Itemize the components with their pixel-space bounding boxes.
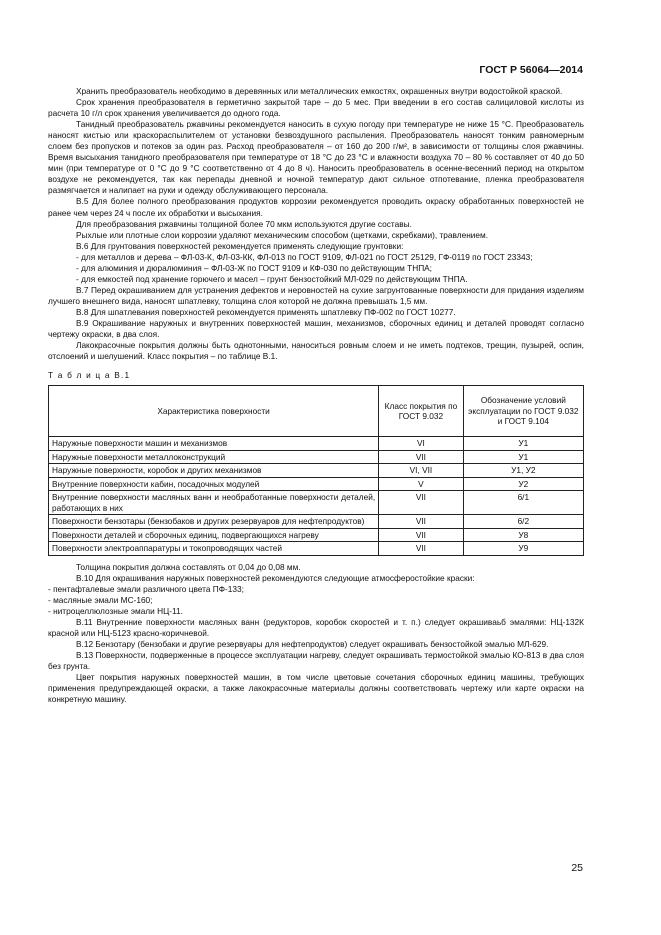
cell-surface: Поверхности деталей и сборочных единиц, подвергающихся нагреву bbox=[49, 528, 379, 542]
paragraph: - пентафталевые эмали различного цвета ПФ-133; bbox=[48, 583, 244, 594]
paragraph: В.6 Для грунтования поверхностей рекомендуется применять следующие грунтовки: bbox=[76, 240, 404, 251]
paragraph: Цвет покрытия наружных поверхностей машин, в том числе цветовые сочетания сборочных единиц машины, требующих применения предупреждающей окраски, а также лакокрасочные материалы должны соответствовать чертежу или карте окраски на конкретную машину. bbox=[48, 672, 584, 705]
header-class: Класс покрытия по ГОСТ 9.032 bbox=[379, 386, 464, 437]
paragraph: Рыхлые или плотные слои коррозии удаляют механическим способом (щетками, скребками), травлением. bbox=[76, 229, 489, 240]
paragraph: Для преобразования ржавчины толщиной более 70 мкм используются другие составы. bbox=[76, 218, 412, 229]
paragraph: - для емкостей под хранение горючего и масел – грунт бензостойкий МЛ-029 по действующим ТНПА. bbox=[76, 273, 468, 284]
paragraph: - для металлов и дерева – ФЛ-03-К, ФЛ-03-КК, ФЛ-013 по ГОСТ 9109, ФЛ-021 по ГОСТ 25129, ГФ-0119 по ГОСТ 23343; bbox=[76, 251, 533, 262]
cell-class: VII bbox=[379, 450, 464, 464]
primer-list bbox=[48, 252, 584, 285]
cell-surface: Наружные поверхности металлоконструкций bbox=[49, 450, 379, 464]
table-header-row bbox=[49, 386, 584, 437]
table-row bbox=[49, 515, 584, 529]
paragraph: В.9 Окрашивание наружных и внутренних поверхностей машин, механизмов, сборочных единиц и деталей проводят согласно чертежу окраски, в два слоя. bbox=[48, 317, 584, 340]
header-surface: Характеристика поверхности bbox=[49, 386, 379, 437]
after-table-paragraphs bbox=[48, 562, 584, 584]
cell-surface: Внутренние поверхности масляных ванн и необработанные поверхности деталей, работающих в них bbox=[49, 491, 379, 515]
paragraph: В.11 Внутренние поверхности масляных ванн (редукторов, коробок скоростей и т. п.) следует окрашиваьб эмалями: НЦ-132К красной или НЦ-5123 красно-коричневой. bbox=[48, 616, 584, 638]
table-row bbox=[49, 477, 584, 491]
cell-surface: Поверхности электроаппаратуры и токопроводящих частей bbox=[49, 542, 379, 556]
intro-paragraphs bbox=[48, 86, 584, 252]
header-conditions: Обозначение условий эксплуатации по ГОСТ 9.032 и ГОСТ 9.104 bbox=[463, 386, 583, 437]
cell-conditions: У8 bbox=[463, 528, 583, 542]
final-paragraphs bbox=[48, 617, 584, 705]
paragraph: - нитроцеллюлозные эмали НЦ-11. bbox=[48, 605, 183, 616]
cell-surface: Наружные поверхности машин и механизмов bbox=[49, 437, 379, 451]
cell-class: VII bbox=[379, 515, 464, 529]
paragraph: - для алюминия и дюралюминия – ФЛ-03-Ж по ГОСТ 9109 и КФ-030 по действующим ТНПА; bbox=[76, 262, 432, 273]
cell-conditions: У9 bbox=[463, 542, 583, 556]
paragraph: Лакокрасочные покрытия должны быть однотонными, наноситься ровным слоем и не иметь подтеков, трещин, пузырей, оспин, отслоений и шелушений. Класс покрытия – по таблице В.1. bbox=[48, 340, 584, 362]
document-header: ГОСТ Р 56064—2014 bbox=[479, 64, 583, 76]
cell-conditions: 6/2 bbox=[463, 515, 583, 529]
table-row bbox=[49, 464, 584, 478]
cell-class: VI bbox=[379, 437, 464, 451]
cell-conditions: 6/1 bbox=[463, 491, 583, 515]
cell-class: VII bbox=[379, 528, 464, 542]
paragraph: В.10 Для окрашивания наружных поверхностей рекомендуются следующие атмосферостойкие краски: bbox=[76, 572, 475, 583]
middle-paragraphs bbox=[48, 285, 584, 362]
cell-conditions: У2 bbox=[463, 477, 583, 491]
table-row bbox=[49, 542, 584, 556]
paragraph: Танидный преобразователь ржавчины рекомендуется наносить в сухую погоду при температуре не ниже 15 °С. Преобразователь наносят кистью или краскораспылителем от установки безвоздушного распыления. Преобразователь наносят тонким равномерным слоем без пропусков и потеков за один раз. Расход преобразователя – от 160 до 200 г/м², в зависимости от толщины слоя ржавчины. Время высыхания танидного преобразователя при температуре от 18 °С до 23 °С и влажности воздуха 70 – 80 % составляет от 40 до 50 мин (при температуре от 0 °С до 9 °С соответственно от 4 до 8 ч). Наносить преобразователь в осенне-весенний период на открытом воздухе не рекомендуется, так как перепады дневной и ночной температур дают сильное отпотевание, пленка преобразователя размягчается и налипает на руки и одежду обслуживающего персонала. bbox=[48, 119, 584, 196]
paragraph: Толщина покрытия должна составлять от 0,04 до 0,08 мм. bbox=[76, 561, 301, 572]
cell-conditions: У1 bbox=[463, 450, 583, 464]
page-content bbox=[48, 86, 584, 705]
cell-surface: Внутренние поверхности кабин, посадочных модулей bbox=[49, 477, 379, 491]
paragraph: - масляные эмали МС-160; bbox=[48, 594, 153, 605]
table-row bbox=[49, 491, 584, 515]
cell-class: VI, VII bbox=[379, 464, 464, 478]
paragraph: В.7 Перед окрашиванием для устранения дефектов и неровностей на сухие загрунтованные поверхности для придания изделиям лучшего внешнего вида, наносят шпатлевку, толщина слоя которой не должна превышать 1,5 мм. bbox=[48, 284, 584, 306]
cell-conditions: У1, У2 bbox=[463, 464, 583, 478]
paragraph: Срок хранения преобразователя в герметично закрытой таре – до 5 мес. При введении в его состав салициловой кислоты из расчета 10 г/л срок хранения увеличивается до одного года. bbox=[48, 97, 584, 119]
cell-class: VII bbox=[379, 491, 464, 515]
paragraph: В.13 Поверхности, подверженные в процессе эксплуатации нагреву, следует окрашивать термостойкой эмалью КО-813 в два слоя без грунта. bbox=[48, 650, 584, 672]
paragraph: В.8 Для шпатлевания поверхностей рекомендуется применять шпатлевку ПФ-002 по ГОСТ 10277. bbox=[76, 306, 456, 317]
table-caption: Т а б л и ц а В.1 bbox=[48, 370, 131, 381]
table-row bbox=[49, 450, 584, 464]
paragraph: В.5 Для более полного преобразования продуктов коррозии рекомендуется проводить окраску обработанных поверхностей не ранее чем через 24 ч после их обработки и высыхания. bbox=[48, 196, 584, 218]
paragraph: В.12 Бензотару (бензобаки и другие резервуары для нефтепродуктов) следует окрашивать бензостойкой эмалью МЛ-629. bbox=[76, 639, 549, 650]
paragraph: Хранить преобразователь необходимо в деревянных или металлических емкостях, окрашенных внутри водостойкой краской. bbox=[76, 86, 563, 96]
paint-list bbox=[48, 584, 584, 617]
table-row bbox=[49, 528, 584, 542]
cell-class: V bbox=[379, 477, 464, 491]
coating-class-table bbox=[48, 385, 584, 556]
cell-surface: Наружные поверхности, коробок и других механизмов bbox=[49, 464, 379, 478]
cell-conditions: У1 bbox=[463, 437, 583, 451]
table-row bbox=[49, 437, 584, 451]
cell-class: VII bbox=[379, 542, 464, 556]
cell-surface: Поверхности бензотары (бензобаков и других резервуаров для нефтепродуктов) bbox=[49, 515, 379, 529]
page-number: 25 bbox=[571, 862, 583, 874]
